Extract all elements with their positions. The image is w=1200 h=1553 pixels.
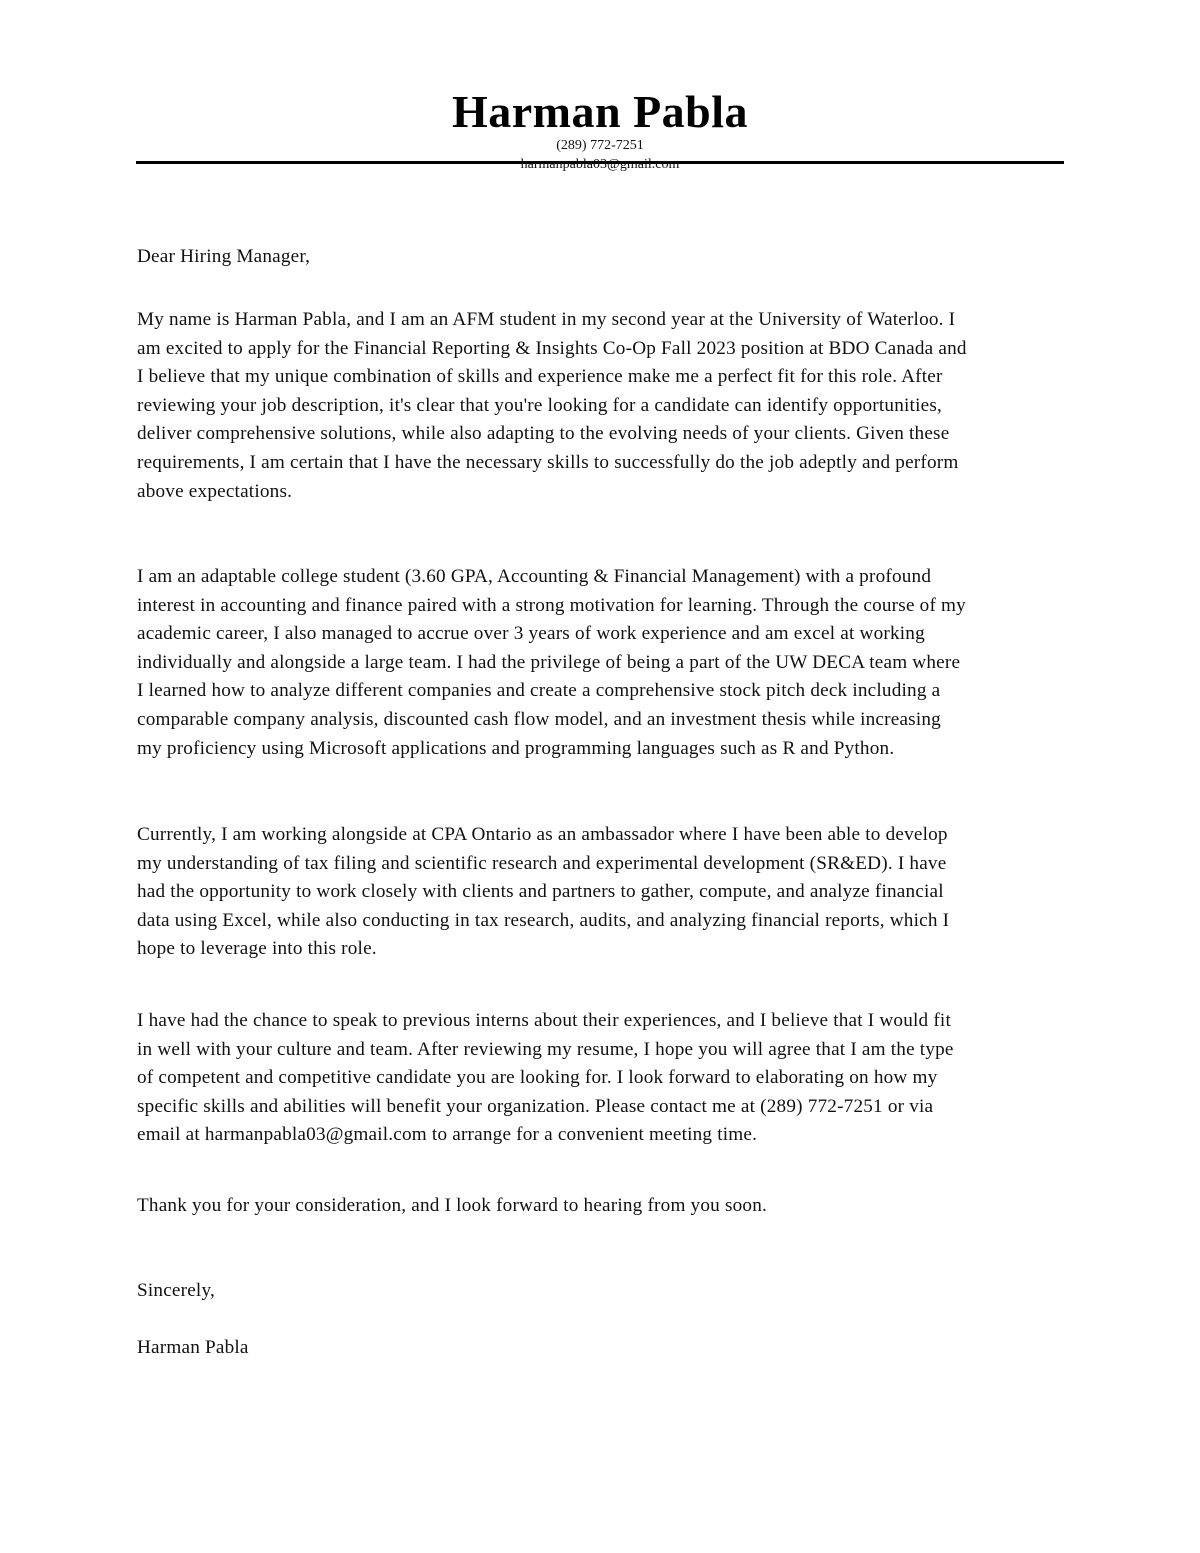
closing-line: Sincerely,: [137, 1280, 216, 1301]
applicant-phone: (289) 772-7251: [556, 138, 644, 153]
paragraph-line: requirements, I am certain that I have the necessary skills to successfully do the job adeptly and perform: [137, 451, 959, 473]
paragraph-experience: [137, 821, 1127, 964]
paragraph-line: reviewing your job description, it's clear that you're looking for a candidate can identify opportunities,: [137, 394, 942, 416]
paragraph-fit: [137, 1007, 1127, 1150]
signature: [137, 1334, 1127, 1363]
paragraph-line: email at harmanpabla03@gmail.com to arrange for a convenient meeting time.: [137, 1124, 758, 1146]
paragraph-line: comparable company analysis, discounted cash flow model, and an investment thesis while increasing: [137, 708, 941, 730]
paragraph-line: specific skills and abilities will benefit your organization. Please contact me at (289) 772-7251 or via: [137, 1095, 934, 1117]
closing: [137, 1277, 1127, 1306]
salutation-line: Dear Hiring Manager,: [137, 246, 311, 267]
paragraph-education: [137, 563, 1127, 763]
paragraph-line: Currently, I am working alongside at CPA Ontario as an ambassador where I have been able to develop: [137, 824, 948, 845]
paragraph-line: My name is Harman Pabla, and I am an AFM student in my second year at the University of Waterloo. I: [137, 309, 956, 330]
paragraph-line: Thank you for your consideration, and I look forward to hearing from you soon.: [137, 1195, 767, 1216]
signature-name: Harman Pabla: [137, 1337, 249, 1358]
paragraph-line: in well with your culture and team. After reviewing my resume, I hope you will agree that I am the type: [137, 1038, 954, 1060]
paragraph-line: data using Excel, while also conducting in tax research, audits, and analyzing financial reports, which I: [137, 909, 950, 931]
paragraph-line: I believe that my unique combination of skills and experience make me a perfect fit for this role. After: [137, 366, 943, 388]
paragraph-line: individually and alongside a large team. I had the privilege of being a part of the UW DECA team where: [137, 651, 961, 673]
paragraph-line: interest in accounting and finance paired with a strong motivation for learning. Through the course of my: [137, 594, 966, 616]
paragraph-line: my proficiency using Microsoft applications and programming languages such as R and Python.: [137, 737, 895, 759]
paragraph-intro: [137, 306, 1127, 506]
letter-header: [136, 84, 1064, 154]
applicant-name: Harman Pabla: [451, 86, 749, 137]
paragraph-line: academic career, I also managed to accrue over 3 years of work experience and am excel at working: [137, 623, 925, 645]
paragraph-line: had the opportunity to work closely with clients and partners to gather, compute, and analyze financial: [137, 881, 944, 903]
paragraph-thanks: [137, 1192, 1127, 1221]
paragraph-line: hope to leverage into this role.: [137, 938, 377, 960]
salutation: [137, 243, 1127, 272]
paragraph-line: am excited to apply for the Financial Reporting & Insights Co-Op Fall 2023 position at BDO Canada and: [137, 337, 967, 359]
applicant-email: harmanpabla03@gmail.com: [520, 157, 680, 172]
paragraph-line: deliver comprehensive solutions, while also adapting to the evolving needs of your clients. Given these: [137, 423, 950, 445]
paragraph-line: I am an adaptable college student (3.60 GPA, Accounting & Financial Management) with a profound: [137, 566, 932, 587]
paragraph-line: I have had the chance to speak to previous interns about their experiences, and I believe that I would fit: [137, 1010, 951, 1031]
paragraph-line: my understanding of tax filing and scientific research and experimental development (SR&ED). I have: [137, 852, 947, 874]
paragraph-line: of competent and competitive candidate you are looking for. I look forward to elaborating on how my: [137, 1067, 938, 1089]
paragraph-line: I learned how to analyze different companies and create a comprehensive stock pitch deck including a: [137, 680, 941, 702]
paragraph-line: above expectations.: [137, 480, 293, 502]
